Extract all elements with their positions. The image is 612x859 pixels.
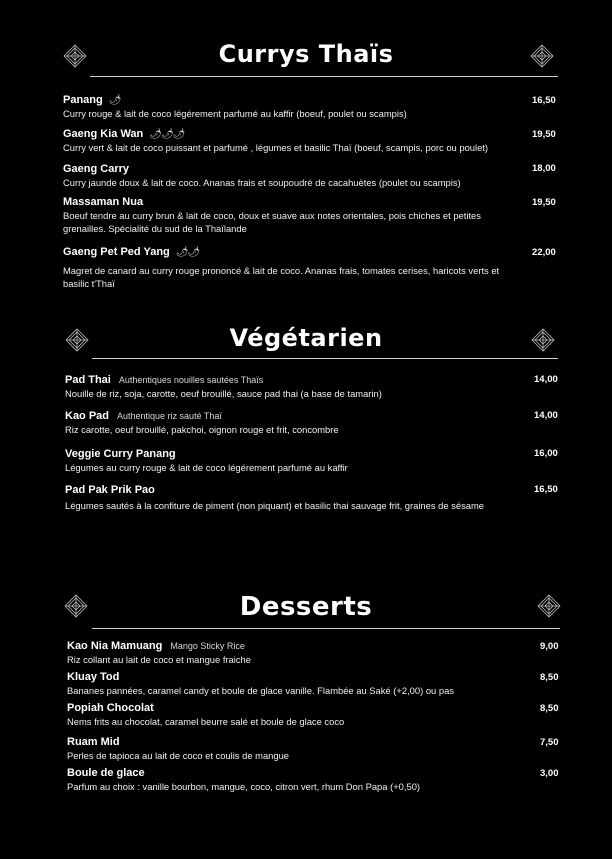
item-description: Parfum au choix : vanille bourbon, mangue, coco, citron vert, rhum Don Papa (+0,50) [67, 781, 421, 792]
item-name: Popiah Chocolat [67, 702, 154, 714]
item-name: Gaeng Kia Wan [63, 128, 144, 140]
item-price: 8,50 [540, 703, 559, 714]
item-price: 14,00 [534, 374, 558, 385]
item-description: Bananes pannées, caramel candy et boule de glace vanille. Flambée au Saké (+2,00) ou pas [67, 685, 454, 696]
item-subtitle: Authentiques nouilles sautées Thaïs [118, 375, 264, 385]
menu-item [67, 702, 527, 728]
item-description: Curry vert & lait de coco puissant et parfumé , légumes et basilic Thaï (boeuf, scampis, porc ou poulet) [63, 142, 489, 153]
item-price: 19,50 [532, 197, 556, 208]
menu-item [67, 640, 527, 666]
item-description: Magret de canard au curry rouge prononcé & lait de coco. Ananas frais, tomates cerises, haricots verts et basilic t'Thaï [63, 265, 500, 289]
item-name: Massaman Nua [63, 196, 144, 208]
item-name: Ruam Mid [67, 736, 120, 748]
item-price: 9,00 [540, 641, 559, 652]
menu-item [67, 736, 527, 762]
item-description: Riz collant au lait de coco et mangue fraiche [67, 654, 251, 665]
item-price: 16,50 [532, 95, 556, 106]
item-name: Boule de glace [67, 767, 145, 779]
item-price: 16,00 [534, 448, 558, 459]
section-title: Végétarien [229, 324, 383, 352]
item-name: Kao Nia Mamuang [67, 640, 163, 652]
menu-item [65, 448, 525, 474]
menu-item [63, 94, 523, 120]
item-name: Kao Pad [65, 410, 110, 422]
diamond-ornament-icon [531, 328, 555, 352]
item-subtitle: Authentique riz sauté Thaï [117, 411, 222, 421]
menu-item [67, 767, 527, 793]
item-description: Riz carotte, oeuf brouillé, pakchoi, oignon rouge et frit, concombre [65, 424, 339, 435]
menu-item [63, 128, 523, 154]
item-name: Panang [63, 94, 103, 106]
item-description: Curry rouge & lait de coco légérement parfumé au kaffir (boeuf, poulet ou scampis) [63, 108, 407, 119]
diamond-ornament-icon [537, 594, 561, 618]
divider [90, 76, 558, 77]
item-description: Nems frits au chocolat, caramel beurre salé et boule de glace coco [67, 716, 345, 727]
item-description: Légumes sautés à la confiture de piment (non piquant) et basilic thai sauvage frit, graines de sésame [65, 500, 484, 511]
item-name: Pad Pak Prik Pao [65, 484, 155, 496]
menu-item [65, 484, 535, 512]
menu-item [63, 196, 503, 235]
item-price: 7,50 [540, 737, 559, 748]
diamond-ornament-icon [530, 44, 554, 68]
item-description: Légumes au curry rouge & lait de coco légérement parfumé au kaffir [65, 462, 348, 473]
item-price: 3,00 [540, 768, 559, 779]
chili-pepper-icon: 🌶🌶 [175, 247, 200, 258]
item-price: 8,50 [540, 672, 559, 683]
item-price: 18,00 [532, 163, 556, 174]
divider [92, 628, 560, 629]
item-description: Nouille de riz, soja, carotte, oeuf brouillé, sauce pad thai (a base de tamarin) [65, 388, 382, 399]
item-name: Veggie Curry Panang [65, 448, 176, 460]
section-title: Desserts [239, 592, 373, 622]
divider [92, 358, 558, 359]
chili-pepper-icon: 🌶 [108, 95, 121, 106]
menu-item [65, 374, 525, 400]
item-price: 16,50 [534, 484, 558, 495]
chili-pepper-icon: 🌶🌶🌶 [149, 129, 185, 140]
section-title: Currys Thaïs [218, 40, 394, 68]
item-price: 22,00 [532, 247, 556, 258]
item-subtitle: Mango Sticky Rice [170, 641, 245, 651]
item-name: Gaeng Carry [63, 163, 130, 175]
menu-item [67, 671, 527, 697]
item-price: 19,50 [532, 129, 556, 140]
item-description: Curry jaunde doux & lait de coco. Ananas frais et soupoudré de cacahuètes (poulet ou scampis) [63, 177, 461, 188]
item-name: Kluay Tod [67, 671, 120, 683]
item-name: Gaeng Pet Ped Yang [63, 246, 170, 258]
item-name: Pad Thai [65, 374, 111, 386]
menu-item [63, 163, 523, 189]
item-price: 14,00 [534, 410, 558, 421]
item-description: Perles de tapioca au lait de coco et coulis de mangue [67, 750, 290, 761]
menu-item [65, 410, 525, 436]
menu-item [63, 246, 523, 290]
item-description: Boeuf tendre au curry brun & lait de coco, doux et suave aux notes orientales, pois chiches et petites grenailles. Spécialité du sud de la Thaïlande [63, 210, 481, 234]
